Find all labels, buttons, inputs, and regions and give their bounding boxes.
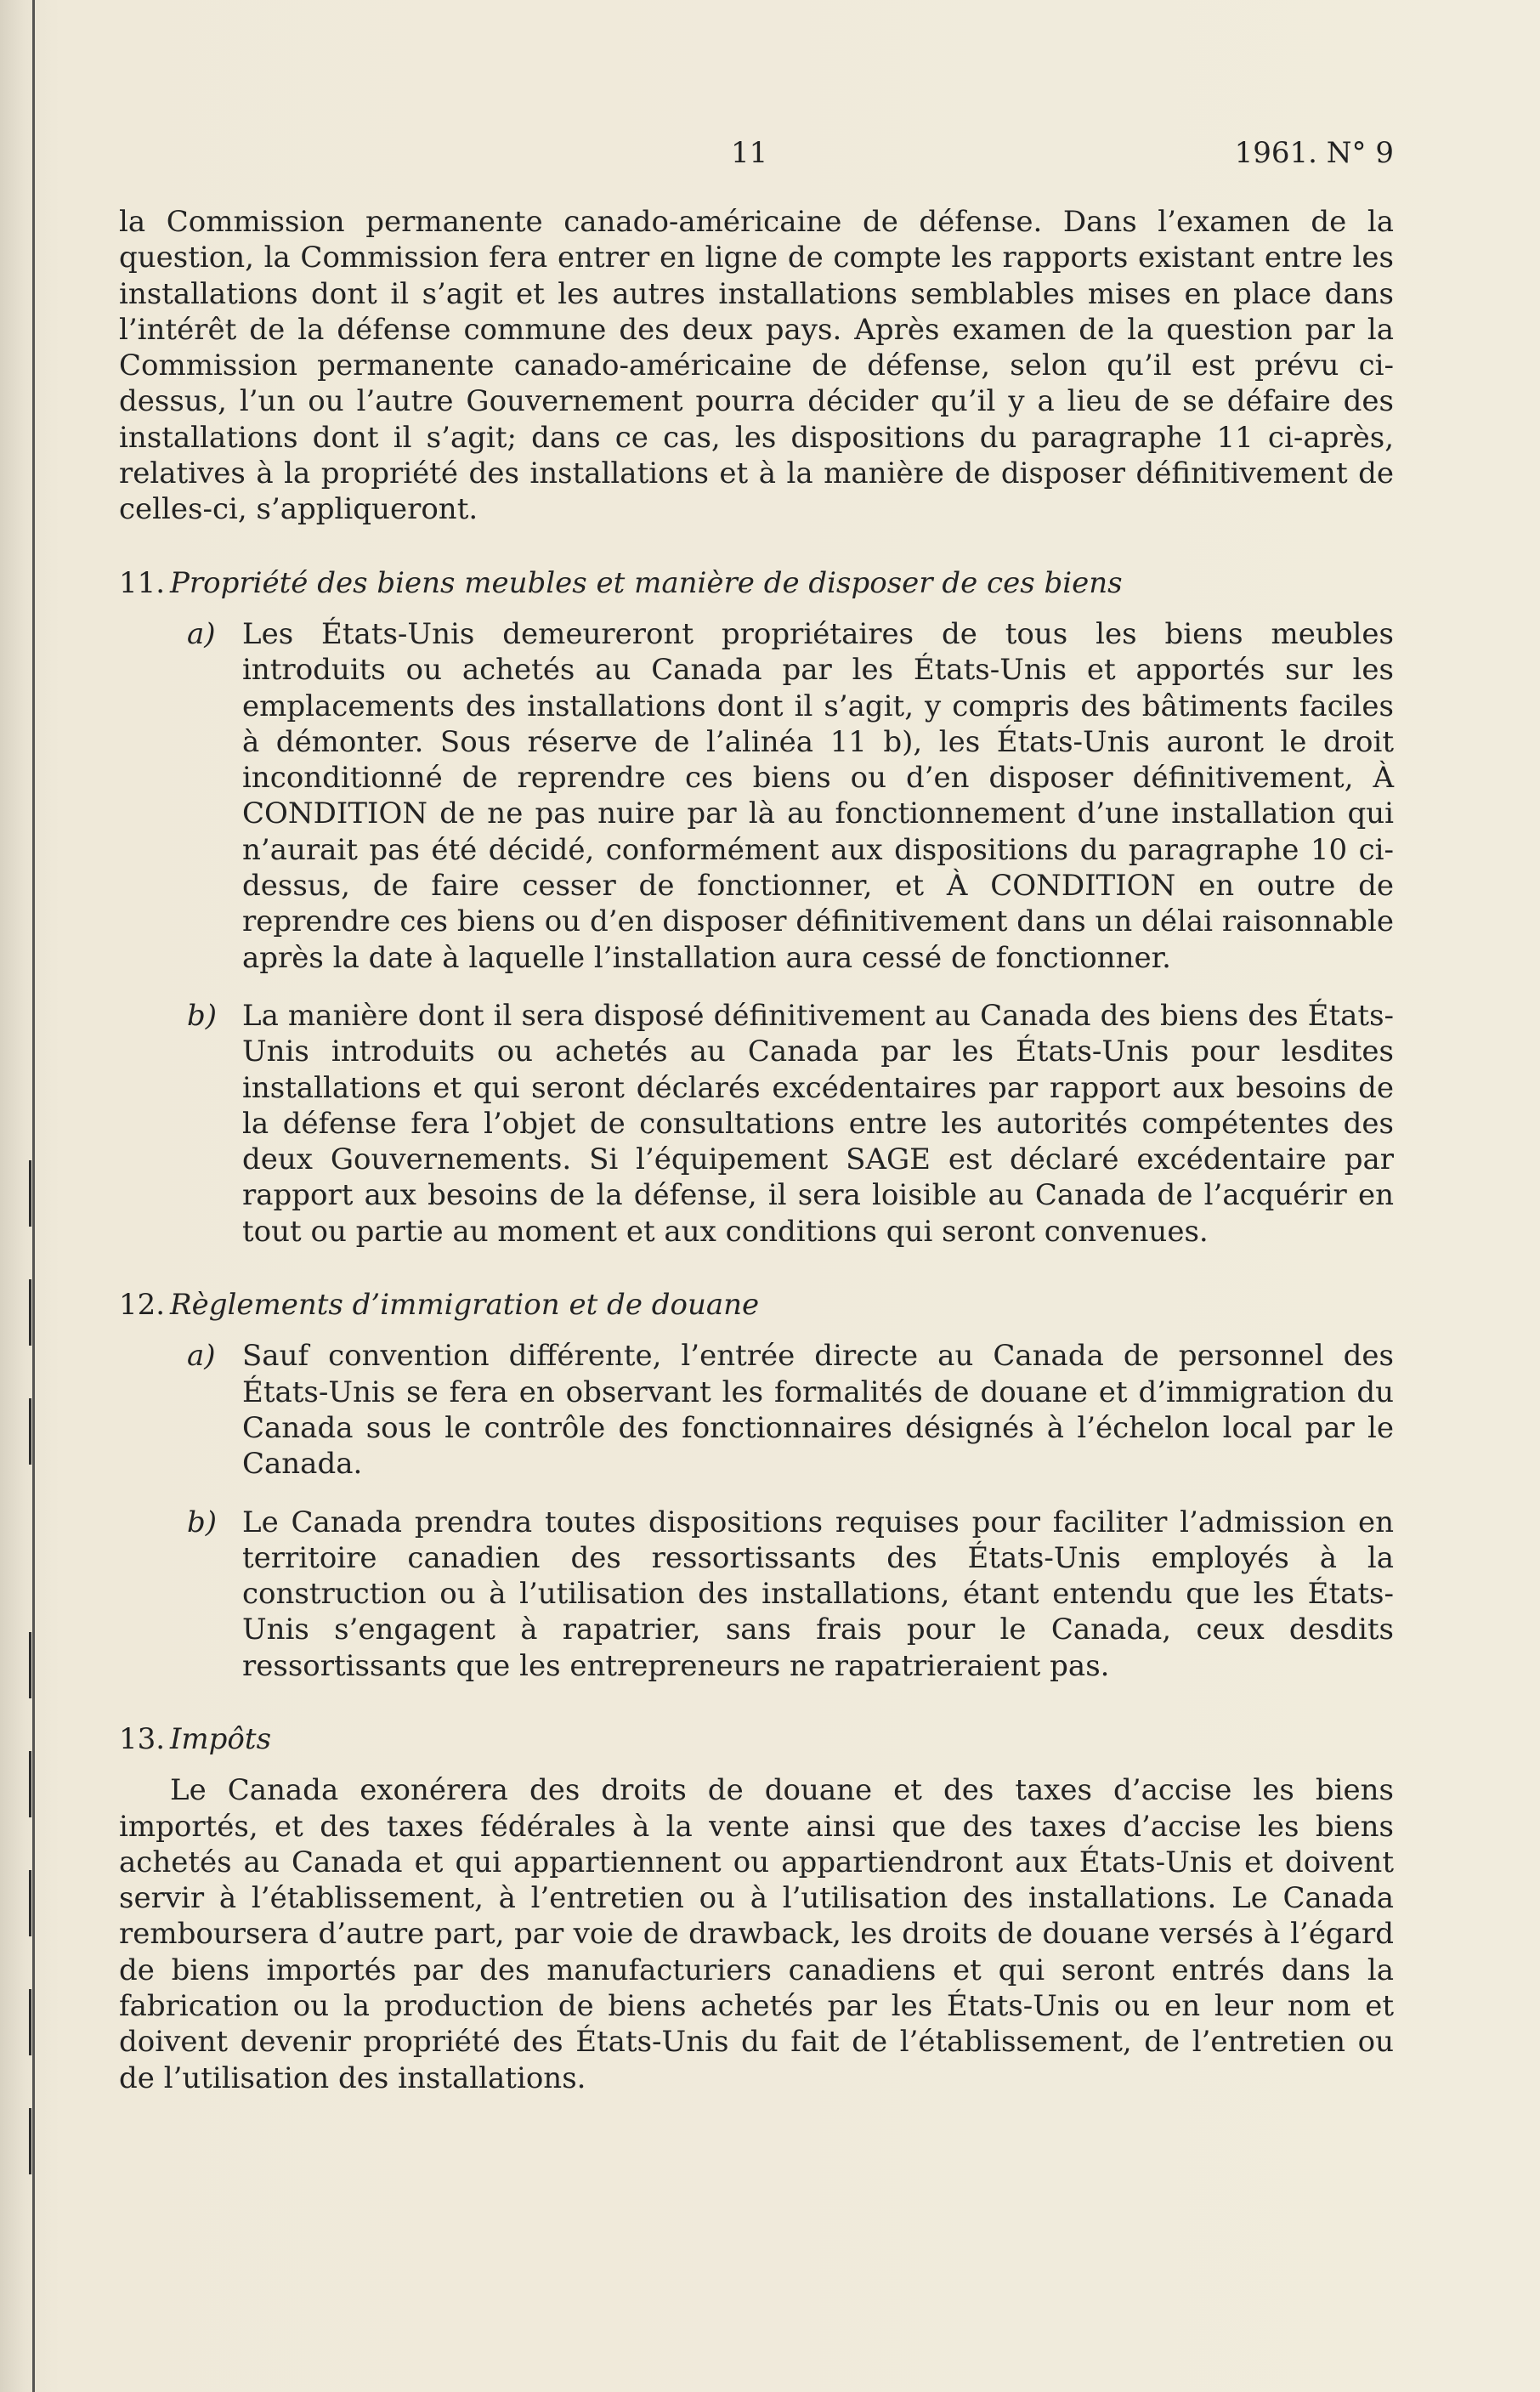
section-title: Impôts [170,1721,272,1756]
clause-text: Sauf convention différente, l’entrée directe au Canada de personnel des États-Unis se fera en observant les formalités de douane et d’immigration du Canada sous le contrôle des fonctionnaires désignés à l’échelon local par le Canada. [242,1339,1394,1482]
margin-mark [29,1398,31,1465]
clause-b [119,1505,1394,1684]
clause-label: b) [187,998,218,1033]
section-number: 11. [119,565,166,600]
section-heading [119,1287,1394,1323]
section-number: 13. [119,1721,166,1756]
clause-label: a) [187,616,216,651]
section-number: 12. [119,1288,166,1323]
margin-mark [29,1160,31,1227]
margin-mark [29,1751,31,1817]
section-11 [119,565,1394,1250]
margin-mark [29,1632,31,1698]
section-heading [119,565,1394,601]
margin-mark [29,1279,31,1346]
intro-paragraph: la Commission permanente canado-américaine de défense. Dans l’examen de la question, la Commission fera entrer en ligne de compte les rapports existant entre les installations dont il s’agit et les autres installations semblables mises en place dans l’intérêt de la défense commune des deux pays. Après examen de la question par la Commission permanente canado-américaine de défense, selon qu’il est prévu ci-dessus, l’un ou l’autre Gouvernement pourra décider qu’il y a lieu de se défaire des installations dont il s’agit; dans ce cas, les dispositions du paragraphe 11 ci-après, relatives à la propriété des installations et à la manière de disposer définitivement de celles-ci, s’appliqueront. [119,205,1394,527]
section-paragraph: Le Canada exonérera des droits de douane et des taxes d’accise les biens importés, et des taxes fédérales à la vente ainsi que des taxes d’accise les biens achetés au Canada et qui appartiennent ou appartiendront aux États-Unis et doivent servir à l’établissement, à l’entretien ou à l’utilisation des installations. Le Canada remboursera d’autre part, par voie de drawback, les droits de douane versés à l’égard de biens importés par des manufacturiers canadiens et qui seront entrés dans la fabrication ou la production de biens achetés par les États-Unis ou en leur nom et doivent devenir propriété des États-Unis du fait de l’établissement, de l’entretien ou de l’utilisation des installations. [119,1773,1394,2095]
clause-a [119,616,1394,976]
clause-label: b) [187,1505,218,1539]
binding-edge [32,0,35,2392]
section-13 [119,1721,1394,2096]
margin-mark [29,1989,31,2055]
section-title: Propriété des biens meubles et manière de disposer de ces biens [170,565,1123,600]
clause-a [119,1338,1394,1482]
clause-text: Le Canada prendra toutes dispositions requises pour faciliter l’admission en territoire canadien des ressortissants des États-Unis employés à la construction ou à l’utilisation des installations, étant entendu que les États-Unis s’engagent à rapatrier, sans frais pour le Canada, ceux desdits ressortissants que les entrepreneurs ne rapatrieraient pas. [242,1505,1394,1683]
margin-mark [29,2108,31,2174]
margin-mark [29,1870,31,1936]
clause-label: a) [187,1339,216,1374]
document-reference: 1961. N° 9 [1234,136,1394,170]
page-header [119,136,1394,184]
section-title: Règlements d’immigration et de douane [170,1288,760,1323]
section-heading [119,1721,1394,1757]
section-12 [119,1287,1394,1684]
clause-text: Les États-Unis demeureront propriétaires de tous les biens meubles introduits ou achetés au Canada par les États-Unis et apportés sur les emplacements des installations dont il s’agit, y compris des bâtiments faciles à démonter. Sous réserve de l’alinéa 11 b), les États-Unis auront le droit inconditionné de reprendre ces biens ou d’en disposer définitivement, À CONDITION de ne pas nuire par là au fonctionnement d’une installation qui n’aurait pas été décidé, conformément aux dispositions du paragraphe 10 ci-dessus, de faire cesser de fonctionner, et À CONDITION en outre de reprendre ces biens ou d’en disposer définitivement dans un délai raisonnable après la date à laquelle l’installation aura cessé de fonctionner. [242,616,1394,975]
clause-text: La manière dont il sera disposé définitivement au Canada des biens des États-Unis introduits ou achetés au Canada par les États-Unis pour lesdites installations et qui seront déclarés excédentaires par rapport aux besoins de la défense fera l’objet de consultations entre les autorités compétentes des deux Gouvernements. Si l’équipement SAGE est déclaré excédentaire par rapport aux besoins de la défense, il sera loisible au Canada de l’acquérir en tout ou partie au moment et aux conditions qui seront convenues. [242,998,1394,1249]
document-body [119,204,1394,2096]
clause-b [119,998,1394,1250]
page-number: 11 [731,136,768,170]
